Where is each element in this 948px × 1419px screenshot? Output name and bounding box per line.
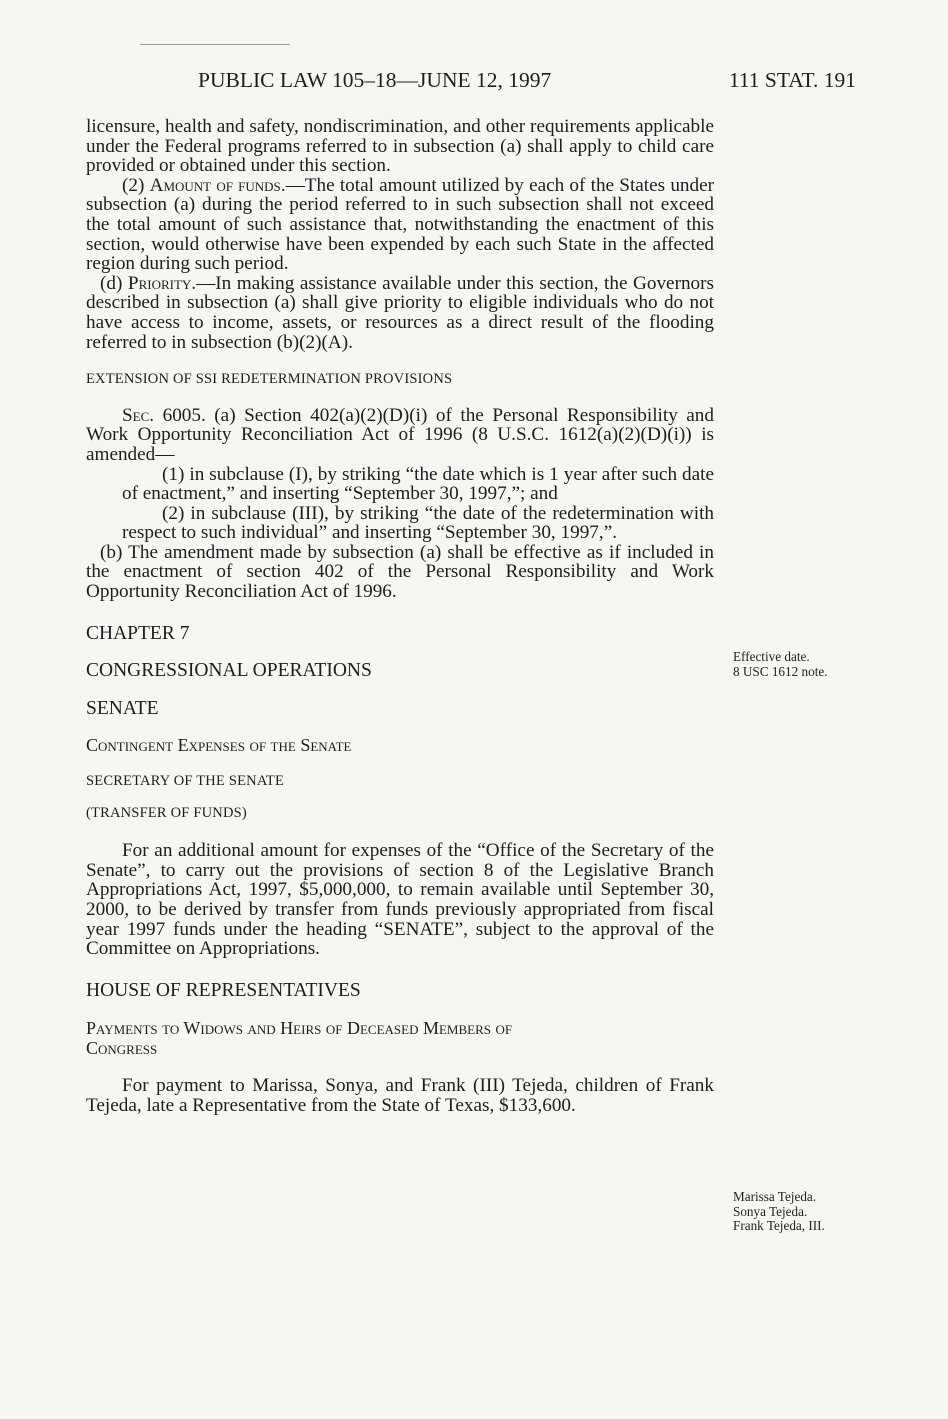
chapter-heading: CHAPTER 7 [86,622,190,644]
paragraph-sec-6005: Sec. 6005. (a) Section 402(a)(2)(D)(i) of the Personal Responsibility and Work Opportunity Reconciliation Act of 1996 (8 U.S.C. 1612(a)(2)(D)(i)) is amended— [86,404,714,465]
scan-rule [140,44,290,45]
subsection-heading: Amount of funds [149,174,281,196]
payments-heading: Payments to Widows and Heirs of Deceased Members of Congress [86,1018,513,1059]
house-heading: HOUSE OF REPRESENTATIVES [86,979,361,1001]
header-title: PUBLIC LAW 105–18—JUNE 12, 1997 [198,68,552,92]
margin-note-effective-date: Effective date. 8 USC 1612 note. [733,649,828,679]
account-heading: Contingent Expenses of the Senate [86,735,352,756]
paragraph-licensure: licensure, health and safety, nondiscrimination, and other requirements applicable under the Federal programs referred to in subsection (a) shall apply to child care provided or obtained under this section. [86,116,714,177]
document-body [86,117,714,1116]
paragraph-amount-of-funds: (2) Amount of funds.—The total amount utilized by each of the States under subsection (a) during the period referred to in such subsection shall not exceed the total amount of such assistance that, notwithstanding the enactment of this section, would otherwise have been expended by each such State in the affected region during such period. [86,174,715,275]
paragraph-senate-appropriation: For an additional amount for expenses of the “Office of the Secretary of the Senate”, to carry out the provisions of section 8 of the Legislative Branch Appropriations Act, 1997, $5,000,000, to remain available until September 30, 2000, to be derived by transfer from funds previously appropriated from fiscal year 1997 funds under the heading “SENATE”, subject to the approval of the Committee on Appropriations. [86,840,714,960]
division-heading: CONGRESSIONAL OPERATIONS [86,660,372,682]
paragraph-payment: For payment to Marissa, Sonya, and Frank (III) Tejeda, children of Frank Tejeda, late a Representative from the State of Texas, $133,600. [86,1075,714,1116]
senate-heading: SENATE [86,697,159,719]
list-item: (2) in subclause (III), by striking “the date of the redetermination with respect to such individual” and inserting “September 30, 1997,”. [122,502,714,544]
office-heading: SECRETARY OF THE SENATE [86,773,284,790]
paragraph-effective: (b) The amendment made by subsection (a) shall be effective as if included in the enactment of section 402 of the Personal Responsibility and Work Opportunity Reconciliation Act of 1996. [86,541,714,603]
list-item: (1) in subclause (I), by striking “the date which is 1 year after such date of enactment,” and inserting “September 30, 1997,”; and [122,463,714,505]
header-stat-ref: 111 STAT. 191 [728,68,856,92]
margin-note-tejeda: Marissa Tejeda. Sonya Tejeda. Frank Tejeda, III. [733,1189,825,1233]
paragraph-priority: (d) Priority.—In making assistance available under this section, the Governors described in subsection (a) shall give priority to eligible individuals who do not have access to income, assets, or resources as a direct result of the flooding referred to in subsection (b)(2)(A). [86,272,714,353]
subsection-heading: Priority [127,272,192,294]
section-heading-ssi: EXTENSION OF SSI REDETERMINATION PROVISIONS [86,371,453,388]
transfer-heading: (TRANSFER OF FUNDS) [86,804,247,821]
